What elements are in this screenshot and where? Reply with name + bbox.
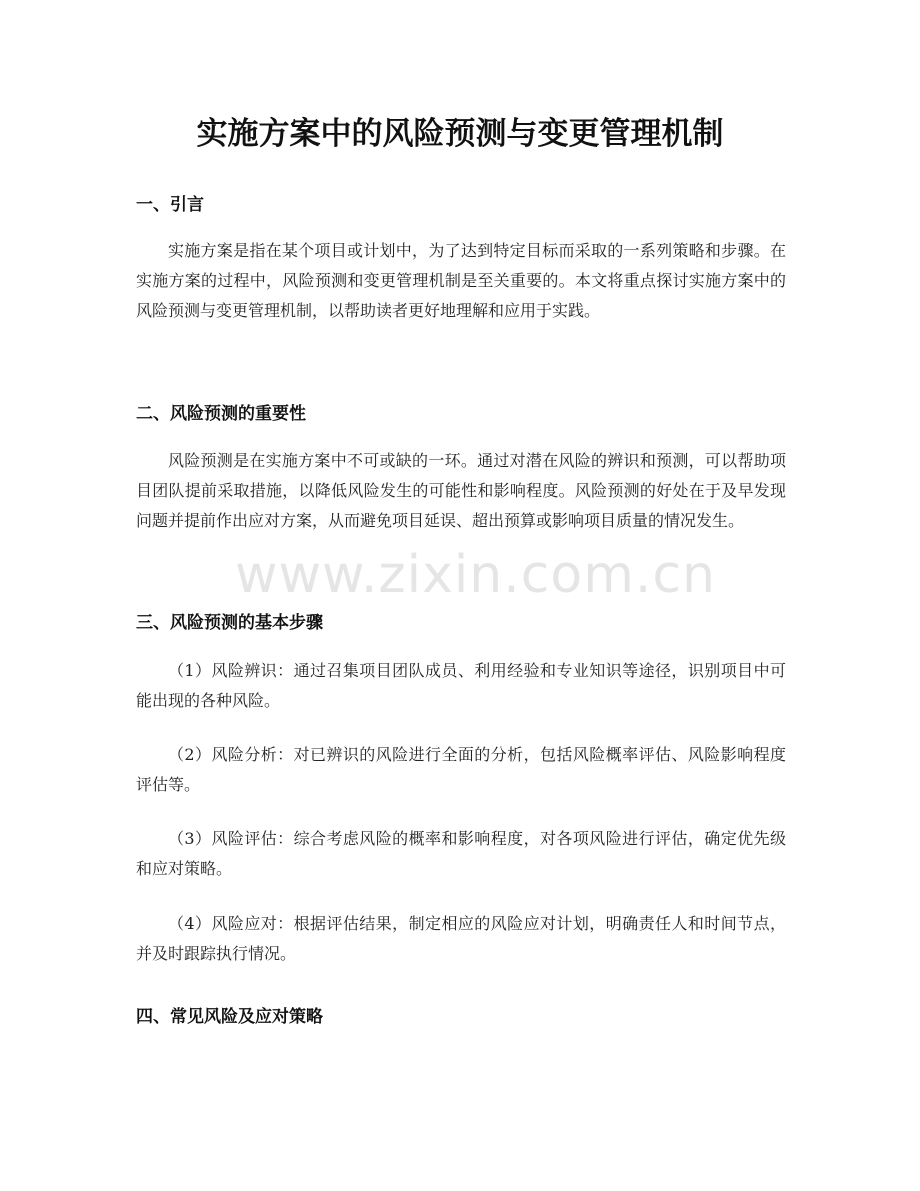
section-heading-intro: 一、引言 — [136, 195, 204, 215]
step-item-response: （4）风险应对：根据评估结果，制定相应的风险应对计划，明确责任人和时间节点，并及时跟踪执行情况。 — [136, 914, 786, 963]
watermark-text: www.zixin.com.cn — [235, 545, 716, 605]
section-heading-steps: 三、风险预测的基本步骤 — [136, 613, 323, 633]
step-item-analysis: （2）风险分析：对已辨识的风险进行全面的分析，包括风险概率评估、风险影响程度评估等。 — [136, 745, 786, 794]
section-heading-common-risks: 四、常见风险及应对策略 — [136, 1007, 323, 1027]
step-item-evaluation: （3）风险评估：综合考虑风险的概率和影响程度，对各项风险进行评估，确定优先级和应对策略。 — [136, 829, 786, 878]
step-item-identification: （1）风险辨识：通过召集项目团队成员、利用经验和专业知识等途径，识别项目中可能出现的各种风险。 — [136, 661, 786, 710]
page-title: 实施方案中的风险预测与变更管理机制 — [196, 116, 724, 152]
section-heading-importance: 二、风险预测的重要性 — [136, 404, 306, 424]
paragraph-importance: 风险预测是在实施方案中不可或缺的一环。通过对潜在风险的辨识和预测，可以帮助项目团队提前采取措施，以降低风险发生的可能性和影响程度。风险预测的好处在于及早发现问题并提前作出应对方案，从而避免项目延误、超出预算或影响项目质量的情况发生。 — [136, 451, 786, 530]
paragraph-intro: 实施方案是指在某个项目或计划中，为了达到特定目标而采取的一系列策略和步骤。在实施方案的过程中，风险预测和变更管理机制是至关重要的。本文将重点探讨实施方案中的风险预测与变更管理机制，以帮助读者更好地理解和应用于实践。 — [136, 241, 786, 320]
